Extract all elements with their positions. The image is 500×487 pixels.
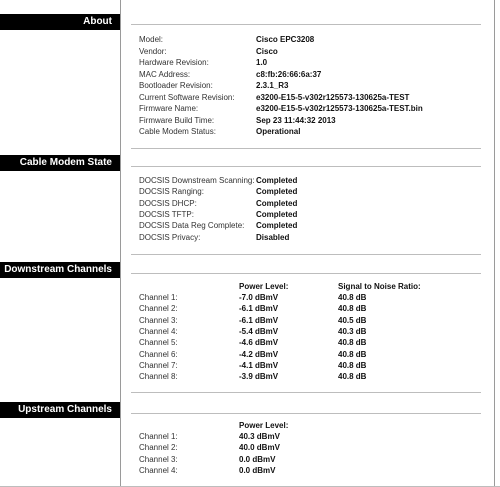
row-label: Channel 4: — [139, 465, 178, 475]
downstream-snr-header: Signal to Noise Ratio: — [338, 282, 421, 291]
row-label: Channel 7: — [139, 360, 178, 370]
snr-value: 40.8 dB — [338, 338, 367, 348]
row-label: DOCSIS Data Reg Complete: — [139, 221, 245, 231]
row-label: Channel 2: — [139, 443, 178, 453]
row-label: Vendor: — [139, 46, 167, 56]
table-row — [139, 465, 489, 476]
row-value: Completed — [256, 198, 298, 208]
table-row — [139, 209, 489, 220]
row-label: Model: — [139, 35, 164, 44]
row-value: Cisco EPC3208 — [256, 35, 315, 44]
snr-value: 40.3 dB — [338, 326, 367, 336]
upstream-power-header: Power Level: — [239, 421, 289, 430]
row-label: DOCSIS DHCP: — [139, 198, 197, 208]
downstream-top-rule — [131, 273, 481, 274]
row-label: Channel 3: — [139, 454, 178, 464]
row-value: Completed — [256, 209, 298, 219]
section-header-about: About — [0, 14, 120, 30]
row-value: Operational — [256, 127, 301, 136]
table-row — [139, 186, 489, 197]
table-row — [139, 326, 489, 337]
about-top-rule — [131, 24, 481, 25]
table-row — [139, 442, 489, 453]
table-row — [139, 57, 489, 68]
table-row — [139, 431, 489, 442]
row-label: MAC Address: — [139, 69, 191, 79]
row-label: Channel 3: — [139, 315, 178, 325]
table-row — [139, 371, 489, 382]
table-row — [139, 115, 489, 126]
power-level-value: -5.4 dBmV — [239, 326, 279, 336]
row-label: Hardware Revision: — [139, 58, 209, 67]
row-value: c8:fb:26:66:6a:37 — [256, 69, 322, 79]
row-label: Cable Modem Status: — [139, 127, 216, 136]
table-row — [139, 46, 489, 57]
downstream-power-header: Power Level: — [239, 282, 289, 291]
snr-value: 40.8 dB — [338, 360, 367, 370]
row-value: Disabled — [256, 232, 290, 242]
section-header-upstream: Upstream Channels — [0, 402, 120, 418]
row-label: DOCSIS Downstream Scanning: — [139, 176, 255, 185]
power-level-value: -3.9 dBmV — [239, 372, 279, 382]
power-level-value: -4.1 dBmV — [239, 360, 279, 370]
row-value: Completed — [256, 176, 298, 185]
row-label: DOCSIS TFTP: — [139, 209, 194, 219]
power-level-value: 0.0 dBmV — [239, 454, 276, 464]
snr-value: 40.8 dB — [338, 349, 367, 359]
section-header-downstream: Downstream Channels — [0, 262, 120, 278]
snr-value: 40.8 dB — [338, 293, 367, 302]
row-label: Channel 6: — [139, 349, 178, 359]
power-level-value: -7.0 dBmV — [239, 293, 279, 302]
table-row — [139, 175, 489, 186]
table-row — [139, 232, 489, 243]
snr-value: 40.8 dB — [338, 372, 367, 382]
cm-state-bottom-rule — [131, 254, 481, 255]
cm-state-top-rule — [131, 166, 481, 167]
table-row — [139, 126, 489, 137]
left-divider — [120, 0, 121, 487]
row-label: Bootloader Revision: — [139, 81, 213, 90]
right-divider — [494, 0, 495, 487]
power-level-value: 0.0 dBmV — [239, 465, 276, 475]
about-bottom-rule — [131, 148, 481, 149]
row-label: DOCSIS Ranging: — [139, 187, 204, 197]
upstream-top-rule — [131, 413, 481, 414]
table-row — [139, 69, 489, 80]
table-row — [139, 80, 489, 91]
power-level-value: -6.1 dBmV — [239, 304, 279, 314]
table-row — [139, 292, 489, 303]
table-row — [139, 92, 489, 103]
row-label: Firmware Build Time: — [139, 115, 215, 125]
snr-value: 40.5 dB — [338, 315, 367, 325]
row-value: Completed — [256, 221, 298, 231]
table-row — [139, 360, 489, 371]
table-row — [139, 220, 489, 231]
row-value: Completed — [256, 187, 298, 197]
row-value: 2.3.1_R3 — [256, 81, 289, 90]
row-label: Current Software Revision: — [139, 92, 235, 102]
table-row — [139, 337, 489, 348]
row-label: DOCSIS Privacy: — [139, 232, 201, 242]
row-label: Channel 1: — [139, 432, 178, 441]
power-level-value: -6.1 dBmV — [239, 315, 279, 325]
row-value: Cisco — [256, 46, 278, 56]
row-label: Channel 2: — [139, 304, 178, 314]
power-level-value: 40.3 dBmV — [239, 432, 280, 441]
downstream-bottom-rule — [131, 392, 481, 393]
row-value: 1.0 — [256, 58, 268, 67]
table-row — [139, 454, 489, 465]
row-label: Channel 1: — [139, 293, 178, 302]
section-header-cable-modem-state: Cable Modem State — [0, 155, 120, 171]
table-row — [139, 198, 489, 209]
row-label: Channel 8: — [139, 372, 178, 382]
row-label: Channel 5: — [139, 338, 178, 348]
row-label: Firmware Name: — [139, 104, 199, 113]
row-value: e3200-E15-5-v302r125573-130625a-TEST — [256, 92, 410, 102]
table-row — [139, 315, 489, 326]
table-row — [139, 303, 489, 314]
power-level-value: -4.2 dBmV — [239, 349, 279, 359]
table-row — [139, 349, 489, 360]
row-value: Sep 23 11:44:32 2013 — [256, 115, 336, 125]
row-label: Channel 4: — [139, 326, 178, 336]
table-row — [139, 34, 489, 45]
power-level-value: -4.6 dBmV — [239, 338, 279, 348]
snr-value: 40.8 dB — [338, 304, 367, 314]
power-level-value: 40.0 dBmV — [239, 443, 280, 453]
row-value: e3200-E15-5-v302r125573-130625a-TEST.bin — [256, 104, 423, 113]
table-row — [139, 103, 489, 114]
